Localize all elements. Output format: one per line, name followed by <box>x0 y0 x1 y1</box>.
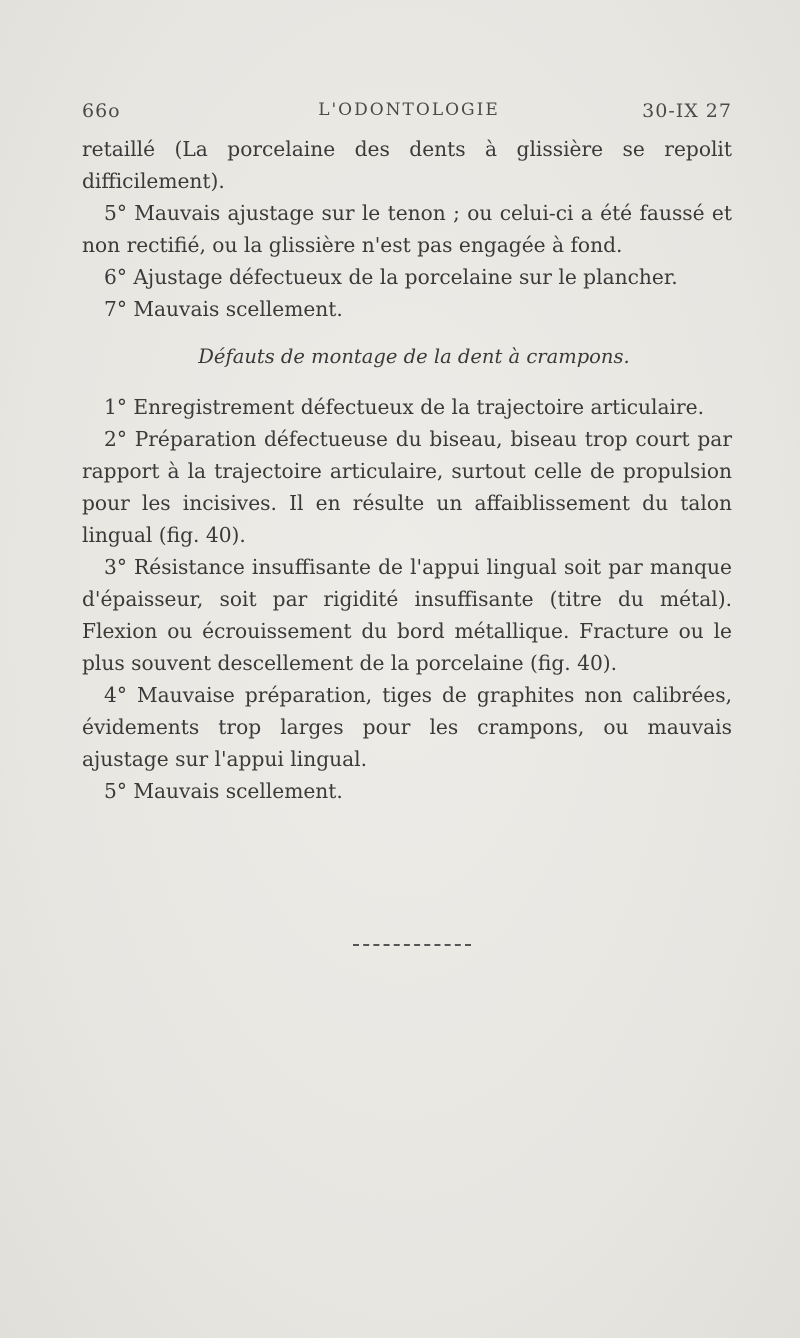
section-item-4: 4° Mauvaise préparation, tiges de graphites non calibrées, évidements trop larges pour les crampons, ou mauvais ajustage sur l'appui lingual. <box>82 683 732 771</box>
page-number: 66o <box>82 100 121 122</box>
section-item-1: 1° Enregistrement défectueux de la trajectoire articulaire. <box>104 395 704 419</box>
paragraph-item-5: 5° Mauvais ajustage sur le tenon ; ou celui-ci a été faussé et non rectifié, ou la glissière n'est pas engagée à fond. <box>82 201 732 257</box>
paragraph-continuation: retaillé (La porcelaine des dents à glissière se repolit difficilement). <box>82 137 732 193</box>
paragraph-item-6: 6° Ajustage défectueux de la porcelaine sur le plancher. <box>104 265 678 289</box>
section-heading: Défauts de montage de la dent à crampons. <box>198 345 630 368</box>
section-item-2: 2° Préparation défectueuse du biseau, biseau trop court par rapport à la trajectoire articulaire, surtout celle de propulsion pour les incisives. Il en résulte un affaiblissement du talon lingual (fig. 40). <box>82 427 732 547</box>
end-rule <box>353 944 471 946</box>
running-header <box>82 100 732 130</box>
issue-date: 30-IX 27 <box>642 100 732 122</box>
section-item-5: 5° Mauvais scellement. <box>104 779 343 803</box>
journal-title: L'ODONTOLOGIE <box>318 100 500 120</box>
section-item-3: 3° Résistance insuffisante de l'appui lingual soit par manque d'épaisseur, soit par rigidité insuffisante (titre du métal). Flexion ou écrouissement du bord métallique. Fracture ou le plus souvent descellement de la porcelaine (fig. 40). <box>82 555 732 675</box>
paragraph-item-7: 7° Mauvais scellement. <box>104 297 343 321</box>
body-text <box>82 133 732 807</box>
